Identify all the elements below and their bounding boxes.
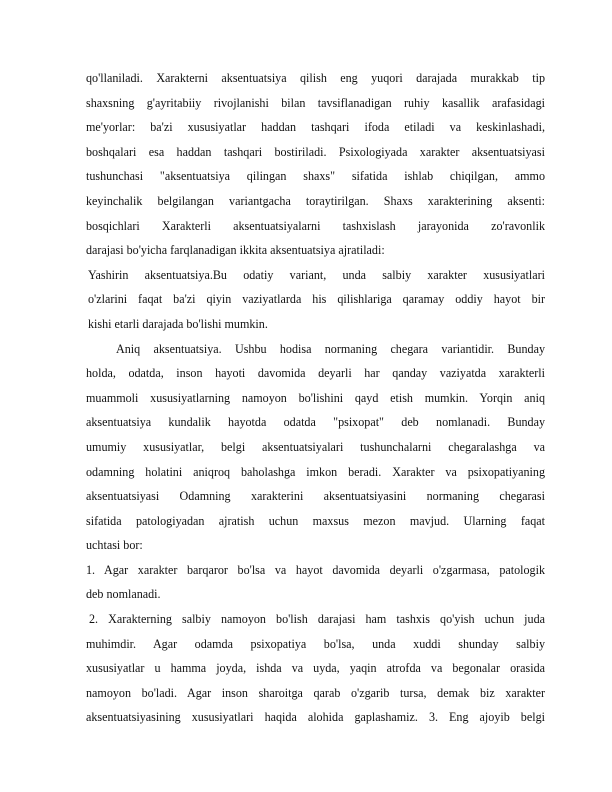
document-page: [86, 66, 545, 730]
text-line: muhimdir. Agar odamda psixopatiya bo'lsa, unda xuddi shunday salbiy: [86, 636, 545, 651]
text-line: aksentuatsiya kundalik hayotda odatda "psixopat" deb nomlanadi. Bunday: [86, 415, 545, 430]
text-line: sifatida patologiyadan ajratish uchun maxsus mezon mavjud. Ularning faqat: [86, 513, 545, 528]
text-line: o'zlarini faqat ba'zi qiyin vaziyatlarda his qilishlariga qaramay oddiy hayot bir: [88, 292, 545, 307]
text-line: aksentuatsiyasi Odamning xarakterini aksentuatsiyasini normaning chegarasi: [86, 489, 545, 504]
text-line: darajasi bo'yicha farqlanadigan ikkita aksentuatsiya ajratiladi:: [86, 243, 385, 258]
text-line: uchtasi bor:: [86, 538, 143, 553]
text-line: Aniq aksentuatsiya. Ushbu hodisa normaning chegara variantidir. Bunday: [116, 341, 545, 356]
text-line: bosqichlari Xarakterli aksentuatsiyalarni tashxislash jarayonida zo'ravonlik: [86, 218, 545, 233]
text-line: namoyon bo'ladi. Agar inson sharoitga qarab o'zgarib tursa, demak biz xarakter: [86, 685, 545, 700]
text-line: me'yorlar: ba'zi xususiyatlar haddan tashqari ifoda etiladi va keskinlashadi,: [86, 120, 545, 135]
text-line: boshqalari esa haddan tashqari bostiriladi. Psixologiyada xarakter aksentuatsiyasi: [86, 144, 545, 159]
text-line: deb nomlanadi.: [86, 587, 161, 602]
text-line: shaxsning g'ayritabiiy rivojlanishi bilan tavsiflanadigan ruhiy kasallik arafasidagi: [86, 95, 545, 110]
text-line: keyinchalik belgilangan variantgacha toraytirilgan. Shaxs xarakterining aksenti:: [86, 193, 545, 208]
text-line: muammoli xususiyatlarning namoyon bo'lishini qayd etish mumkin. Yorqin aniq: [86, 390, 545, 405]
text-line: holda, odatda, inson hayoti davomida deyarli har qanday vaziyatda xarakterli: [86, 366, 545, 381]
text-line: xususiyatlar u hamma joyda, ishda va uyda, yaqin atrofda va begonalar orasida: [86, 661, 545, 676]
text-line: 1. Agar xarakter barqaror bo'lsa va hayot davomida deyarli o'zgarmasa, patologik: [86, 562, 545, 577]
text-line: tushunchasi "aksentuatsiya qilingan shaxs" sifatida ishlab chiqilgan, ammo: [86, 169, 545, 184]
text-line: kishi etarli darajada bo'lishi mumkin.: [88, 316, 268, 331]
text-line: umumiy xususiyatlar, belgi aksentuatsiyalari tushunchalarni chegaralashga va: [86, 439, 545, 454]
text-line: Yashirin aksentuatsiya.Bu odatiy variant, unda salbiy xarakter xususiyatlari: [88, 267, 545, 282]
text-line: 2. Xarakterning salbiy namoyon bo'lish darajasi ham tashxis qo'yish uchun juda: [89, 612, 545, 627]
text-line: qo'llaniladi. Xarakterni aksentuatsiya qilish eng yuqori darajada murakkab tip: [86, 71, 545, 85]
text-line: aksentuatsiyasining xususiyatlari haqida alohida gaplashamiz. 3. Eng ajoyib belgi: [86, 710, 545, 725]
text-line: odamning holatini aniqroq baholashga imkon beradi. Xarakter va psixopatiyaning: [86, 464, 545, 479]
